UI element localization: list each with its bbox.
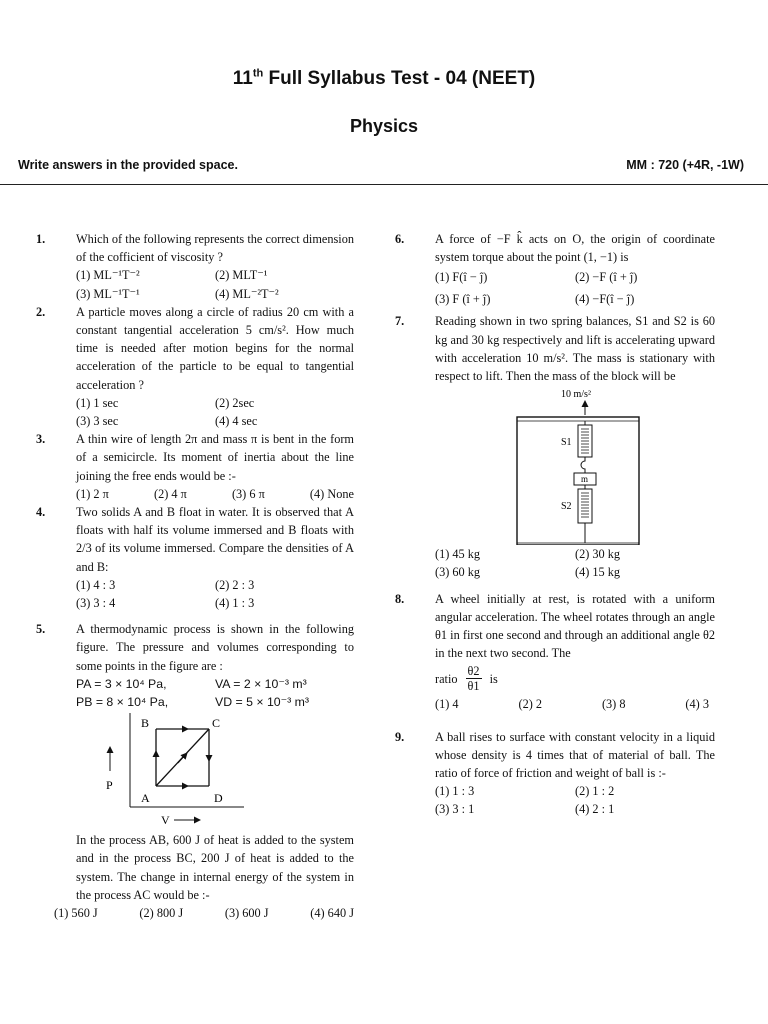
question-number: 7. bbox=[395, 314, 405, 329]
arrow-ac bbox=[178, 753, 187, 763]
label-v: V bbox=[161, 813, 170, 826]
question-9 bbox=[395, 728, 715, 819]
option-4[interactable]: (4) 15 kg bbox=[575, 565, 621, 580]
label-b: B bbox=[141, 716, 150, 731]
option-1[interactable]: (1) 1 sec bbox=[76, 395, 119, 410]
option-1[interactable]: (1) 560 J bbox=[54, 906, 98, 921]
question-4 bbox=[36, 503, 354, 612]
options bbox=[76, 485, 354, 503]
left-column bbox=[36, 230, 354, 922]
question-text: A thin wire of length 2π and mass π is bent in the form of a semicircle. Its moment of inertia about the line joining the free ends would be :- bbox=[76, 432, 354, 483]
label-c: C bbox=[212, 716, 221, 731]
options bbox=[76, 576, 354, 612]
question-number: 2. bbox=[36, 304, 46, 319]
question-number: 9. bbox=[395, 729, 405, 744]
hook-middle bbox=[581, 457, 585, 473]
question-text: A force of −F k̂ acts on O, the origin of coordinate system torque about the point (1, −1) is bbox=[435, 232, 715, 265]
option-2[interactable]: (2) 2 bbox=[518, 697, 543, 712]
option-3[interactable]: (3) 6 π bbox=[231, 486, 265, 501]
option-2[interactable]: (2) 2 : 3 bbox=[215, 577, 255, 592]
option-3[interactable]: (3) 8 bbox=[601, 697, 626, 712]
pv-diagram bbox=[94, 713, 254, 825]
option-4[interactable]: (4) ML⁻²T⁻² bbox=[215, 286, 279, 301]
option-4[interactable]: (4) 3 bbox=[685, 697, 709, 712]
option-2[interactable]: (2) 30 kg bbox=[575, 547, 621, 562]
question-6 bbox=[395, 230, 715, 310]
options bbox=[435, 782, 715, 818]
question-text: Which of the following represents the correct dimension of the cofficient of viscosity ? bbox=[76, 232, 354, 265]
question-number: 4. bbox=[36, 505, 46, 520]
question-text: Two solids A and B float in water. It is observed that A floats with half its volume immersed and B floats with 2/3 of its volume immersed. Compare the densities of A and B: bbox=[76, 505, 354, 574]
question-text: A ball rises to surface with constant velocity in a liquid whose density is 4 times that of material of ball. The ratio of force of friction and weight of ball is :- bbox=[435, 729, 715, 781]
pressure-b: PB = 8 × 10⁴ Pa, bbox=[76, 695, 169, 710]
option-2[interactable]: (2) MLT⁻¹ bbox=[215, 268, 268, 283]
question-3 bbox=[36, 430, 354, 503]
question-text: A particle moves along a circle of radius 20 cm with a constant tangential acceleration 5 cm/s². How much time is needed after motion begins for the normal acceleration of the particle to be equal to tangential acceleration ? bbox=[76, 304, 354, 392]
option-1[interactable]: (1) ML⁻¹T⁻² bbox=[76, 268, 140, 283]
option-2[interactable]: (2) 2sec bbox=[215, 395, 255, 410]
option-1[interactable]: (1) 45 kg bbox=[435, 547, 481, 562]
option-1[interactable]: (1) 2 π bbox=[76, 486, 109, 501]
question-5 bbox=[36, 620, 354, 922]
option-2[interactable]: (2) 4 π bbox=[153, 486, 187, 501]
right-column bbox=[395, 230, 715, 819]
given-values bbox=[76, 675, 354, 711]
option-3[interactable]: (3) 3 : 4 bbox=[76, 596, 116, 611]
option-4[interactable]: (4) 4 sec bbox=[215, 414, 258, 429]
options bbox=[76, 394, 354, 430]
question-text: Reading shown in two spring balances, S1 and S2 is 60 kg and 30 kg respectively and lift is accelerating upward with acceleration 10 m/s². The mass is stationary with respect to lift. Then the mass of the block will be bbox=[435, 314, 715, 384]
label-a: A bbox=[141, 791, 150, 806]
question-number: 8. bbox=[395, 591, 405, 606]
option-3[interactable]: (3) 3 sec bbox=[76, 414, 119, 429]
option-4[interactable]: (4) None bbox=[309, 486, 354, 501]
option-4[interactable]: (4) 1 : 3 bbox=[215, 596, 255, 611]
instruction-text: Write answers in the provided space. bbox=[18, 158, 238, 172]
ratio-denominator: θ1 bbox=[467, 679, 480, 694]
ratio-label: ratio bbox=[435, 671, 458, 686]
option-2[interactable]: (2) 800 J bbox=[139, 906, 184, 921]
question-number: 3. bbox=[36, 432, 46, 447]
subject-heading: Physics bbox=[349, 116, 419, 136]
ratio-numerator: θ2 bbox=[467, 664, 480, 679]
question-number: 1. bbox=[36, 232, 46, 246]
option-3[interactable]: (3) ML⁻¹T⁻¹ bbox=[76, 286, 140, 301]
question-number: 5. bbox=[36, 622, 46, 637]
option-3[interactable]: (3) 600 J bbox=[224, 906, 269, 921]
mass-label: m bbox=[581, 474, 589, 485]
question-text: A thermodynamic process is shown in the following figure. The pressure and volumes corresponding to some points in the figure are : bbox=[76, 622, 354, 673]
question-7 bbox=[395, 312, 715, 581]
option-2[interactable]: (2) −F (î + ĵ) bbox=[575, 270, 638, 285]
question-2 bbox=[36, 303, 354, 430]
option-1[interactable]: (1) F(î − ĵ) bbox=[435, 270, 488, 285]
label-s1: S1 bbox=[561, 437, 572, 449]
volume-d: VD = 5 × 10⁻³ m³ bbox=[215, 695, 309, 710]
question-8 bbox=[395, 590, 715, 714]
option-4[interactable]: (4) 2 : 1 bbox=[575, 802, 615, 817]
options bbox=[54, 904, 354, 922]
option-1[interactable]: (1) 1 : 3 bbox=[435, 784, 475, 799]
ratio-fraction bbox=[466, 664, 482, 693]
options bbox=[435, 266, 715, 310]
volume-a: VA = 2 × 10⁻³ m³ bbox=[215, 676, 307, 691]
option-4[interactable]: (4) −F(î − ĵ) bbox=[575, 292, 635, 307]
max-marks: MM : 720 (+4R, -1W) bbox=[626, 158, 744, 172]
question-text: A wheel initially at rest, is rotated with a uniform angular acceleration. The wheel rotates through an angle θ1 in first one second and through an additional angle θ2 in the next two second. The bbox=[435, 591, 715, 661]
acceleration-label: 10 m/s² bbox=[561, 389, 591, 401]
options bbox=[76, 266, 354, 302]
test-title: 11th Full Syllabus Test - 04 (NEET) bbox=[232, 67, 536, 89]
question-number: 6. bbox=[395, 232, 405, 246]
label-p: P bbox=[106, 778, 113, 793]
ratio-is: is bbox=[489, 671, 498, 686]
option-3[interactable]: (3) 3 : 1 bbox=[435, 802, 475, 817]
ratio-expression bbox=[435, 664, 715, 693]
label-d: D bbox=[214, 791, 223, 806]
option-2[interactable]: (2) 1 : 2 bbox=[575, 784, 615, 799]
spring-balance-s2 bbox=[578, 489, 592, 523]
option-1[interactable]: (1) 4 : 3 bbox=[76, 577, 116, 592]
pressure-a: PA = 3 × 10⁴ Pa, bbox=[76, 676, 167, 691]
option-1[interactable]: (1) 4 bbox=[435, 697, 459, 712]
question-text-continued: In the process AB, 600 J of heat is added to the system and in the process BC, 200 J of heat is added to the system. The change in internal energy of the system in the process AC would be :- bbox=[76, 833, 354, 902]
option-4[interactable]: (4) 640 J bbox=[310, 906, 354, 921]
options bbox=[435, 545, 715, 581]
option-3[interactable]: (3) F (î + ĵ) bbox=[435, 292, 491, 307]
label-s2: S2 bbox=[561, 501, 572, 513]
option-3[interactable]: (3) 60 kg bbox=[435, 565, 481, 580]
options bbox=[435, 695, 715, 713]
header-divider bbox=[0, 184, 768, 185]
lift-diagram bbox=[435, 385, 715, 545]
question-1 bbox=[36, 230, 354, 303]
